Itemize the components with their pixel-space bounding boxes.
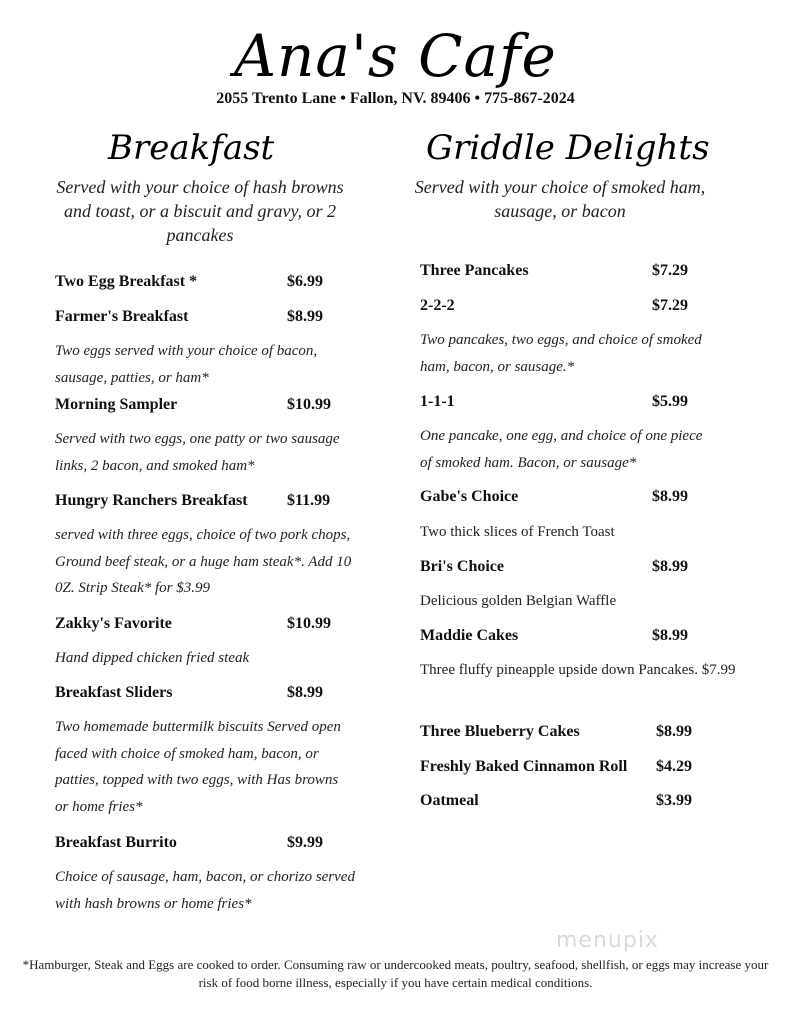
menu-item-price: $8.99 xyxy=(652,558,688,575)
menu-item-description: Two eggs served with your choice of bacon, sausage, patties, or ham* xyxy=(55,343,318,386)
menu-item-name: Gabe's Choice xyxy=(420,488,519,505)
watermark: menupix xyxy=(556,928,659,953)
menu-item-price: $6.99 xyxy=(287,273,323,290)
menu-item-description: served with three eggs, choice of two pork chops, Ground beef steak, or a huge ham steak*. Add 10 0Z. Strip Steak* for $3.99 xyxy=(55,527,352,596)
breakfast-subtitle: Served with your choice of hash browns and toast, or a biscuit and gravy, or 2 pancakes xyxy=(56,177,344,245)
menu-item-description: Served with two eggs, one patty or two sausage links, 2 bacon, and smoked ham* xyxy=(55,431,340,474)
griddle-subtitle: Served with your choice of smoked ham, sausage, or bacon xyxy=(414,177,706,221)
menu-item-name: Three Pancakes xyxy=(420,262,529,279)
menu-item-name: Breakfast Burrito xyxy=(55,834,177,851)
menu-item-name: Two Egg Breakfast * xyxy=(55,273,198,290)
menu-item-name: Freshly Baked Cinnamon Roll xyxy=(420,758,628,775)
menu-item-price: $10.99 xyxy=(287,396,331,413)
menu-item-description: Hand dipped chicken fried steak xyxy=(55,650,250,666)
menu-item-price: $7.29 xyxy=(652,262,688,279)
menu-item-description: Two thick slices of French Toast xyxy=(420,524,615,540)
menu-item-description: One pancake, one egg, and choice of one piece of smoked ham. Bacon, or sausage* xyxy=(420,428,703,471)
menu-item-name: Breakfast Sliders xyxy=(55,684,173,701)
menu-item-price: $8.99 xyxy=(652,627,688,644)
menu-item-price: $8.99 xyxy=(652,488,688,505)
menu-item-name: Farmer's Breakfast xyxy=(55,308,189,325)
menu-item-description: Two homemade buttermilk biscuits Served open faced with choice of smoked ham, bacon, or patties, topped with two eggs, with Has browns or home fries* xyxy=(55,719,341,815)
menu-item-description: Two pancakes, two eggs, and choice of smoked ham, bacon, or sausage.* xyxy=(420,332,702,375)
menu-item-description: Three fluffy pineapple upside down Pancakes. $7.99 xyxy=(420,662,736,678)
menu-item-name: 2-2-2 xyxy=(420,297,455,314)
cafe-address: 2055 Trento Lane • Fallon, NV. 89406 • 775-867-2024 xyxy=(216,90,575,107)
menu-item-name: Hungry Ranchers Breakfast xyxy=(55,492,248,509)
cafe-title: Ana's Cafe xyxy=(234,22,557,90)
menu-item-price: $8.99 xyxy=(287,308,323,325)
menu-item-price: $7.29 xyxy=(652,297,688,314)
menu-item-price: $3.99 xyxy=(656,792,692,809)
food-safety-note: *Hamburger, Steak and Eggs are cooked to order. Consuming raw or undercooked meats, poultry, seafood, shellfish, or eggs may increase your risk of food borne illness, especially if you have certain medical conditions. xyxy=(22,957,769,990)
menu-item-name: Three Blueberry Cakes xyxy=(420,723,580,740)
menu-item-name: Oatmeal xyxy=(420,792,479,809)
menu-item-name: Morning Sampler xyxy=(55,396,178,413)
menu-item-name: 1-1-1 xyxy=(420,393,455,410)
breakfast-heading: Breakfast xyxy=(108,128,275,168)
menu-item-name: Maddie Cakes xyxy=(420,627,519,644)
menu-item-description: Choice of sausage, ham, bacon, or chorizo served with hash browns or home fries* xyxy=(55,869,355,912)
menu-item-price: $10.99 xyxy=(287,615,331,632)
menu-item-price: $11.99 xyxy=(287,492,331,509)
menu-item-price: $5.99 xyxy=(652,393,688,410)
menu-item-price: $9.99 xyxy=(287,834,323,851)
griddle-heading: Griddle Delights xyxy=(426,128,710,168)
menu-item-description: Delicious golden Belgian Waffle xyxy=(420,593,617,609)
menu-item-price: $4.29 xyxy=(656,758,692,775)
menu-item-name: Zakky's Favorite xyxy=(55,615,172,632)
menu-item-price: $8.99 xyxy=(287,684,323,701)
menu-item-name: Bri's Choice xyxy=(420,558,504,575)
menu-item-price: $8.99 xyxy=(656,723,692,740)
